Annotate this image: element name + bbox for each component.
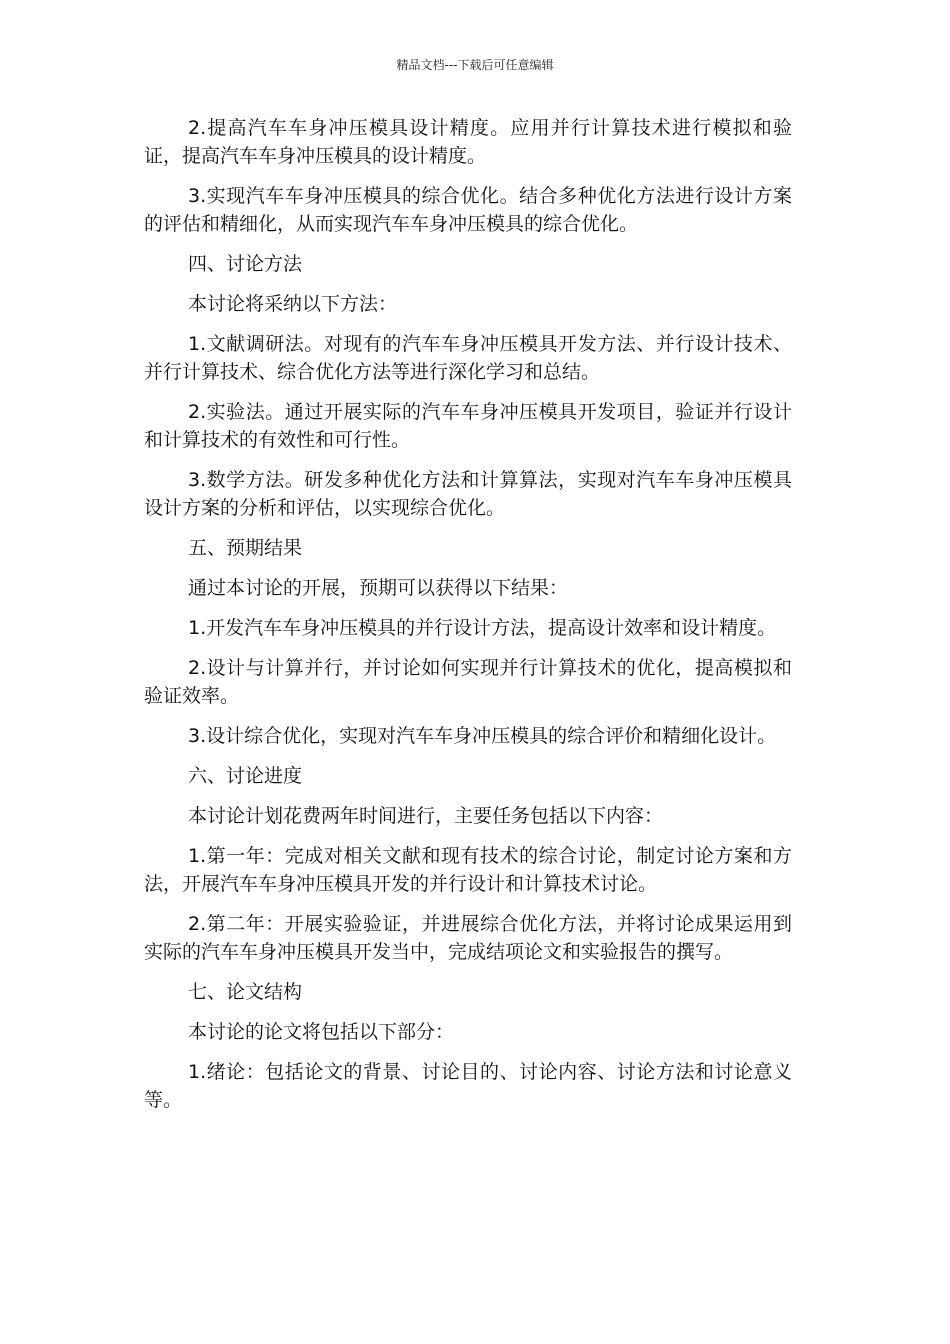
section-heading-schedule: 六、讨论进度	[188, 765, 303, 787]
paragraph-results-intro: 通过本讨论的开展，预期可以获得以下结果：	[188, 577, 569, 599]
page-header: 精品文档---下载后可任意编辑	[396, 58, 554, 72]
paragraph-result-2: 2.设计与计算并行，并讨论如何实现并行计算技术的优化，提高模拟和验证效率。	[144, 657, 792, 707]
paragraph-schedule-year-1: 1.第一年：完成对相关文献和现有技术的综合讨论，制定讨论方案和方法，开展汽车车身冲压模具开发的并行设计和计算技术讨论。	[144, 845, 792, 895]
paragraph-structure-1: 1.绪论：包括论文的背景、讨论目的、讨论内容、讨论方法和讨论意义等。	[144, 1061, 792, 1111]
section-heading-expected-results: 五、预期结果	[188, 537, 303, 559]
paragraph-schedule-intro: 本讨论计划花费两年时间进行，主要任务包括以下内容：	[188, 805, 664, 827]
paragraph-structure-intro: 本讨论的论文将包括以下部分：	[188, 1021, 455, 1043]
paragraph-result-1: 1.开发汽车车身冲压模具的并行设计方法，提高设计效率和设计精度。	[188, 617, 777, 639]
paragraph-goal-3: 3.实现汽车车身冲压模具的综合优化。结合多种优化方法进行设计方案的评估和精细化，从而实现汽车车身冲压模具的综合优化。	[144, 185, 792, 235]
paragraph-method-1: 1.文献调研法。对现有的汽车车身冲压模具开发方法、并行设计技术、并行计算技术、综合优化方法等进行深化学习和总结。	[144, 333, 792, 383]
paragraph-goal-2: 2.提高汽车车身冲压模具设计精度。应用并行计算技术进行模拟和验证，提高汽车车身冲压模具的设计精度。	[144, 117, 792, 167]
document-body	[144, 114, 792, 1126]
paragraph-result-3: 3.设计综合优化，实现对汽车车身冲压模具的综合评价和精细化设计。	[188, 725, 777, 747]
section-heading-methods: 四、讨论方法	[188, 253, 303, 275]
paragraph-method-3: 3.数学方法。研发多种优化方法和计算算法，实现对汽车车身冲压模具设计方案的分析和评估，以实现综合优化。	[144, 469, 792, 519]
paragraph-schedule-year-2: 2.第二年：开展实验验证，并进展综合优化方法，并将讨论成果运用到实际的汽车车身冲压模具开发当中，完成结项论文和实验报告的撰写。	[144, 913, 792, 963]
section-heading-structure: 七、论文结构	[188, 981, 303, 1003]
paragraph-methods-intro: 本讨论将采纳以下方法：	[188, 293, 398, 315]
paragraph-method-2: 2.实验法。通过开展实际的汽车车身冲压模具开发项目，验证并行设计和计算技术的有效性和可行性。	[144, 401, 792, 451]
